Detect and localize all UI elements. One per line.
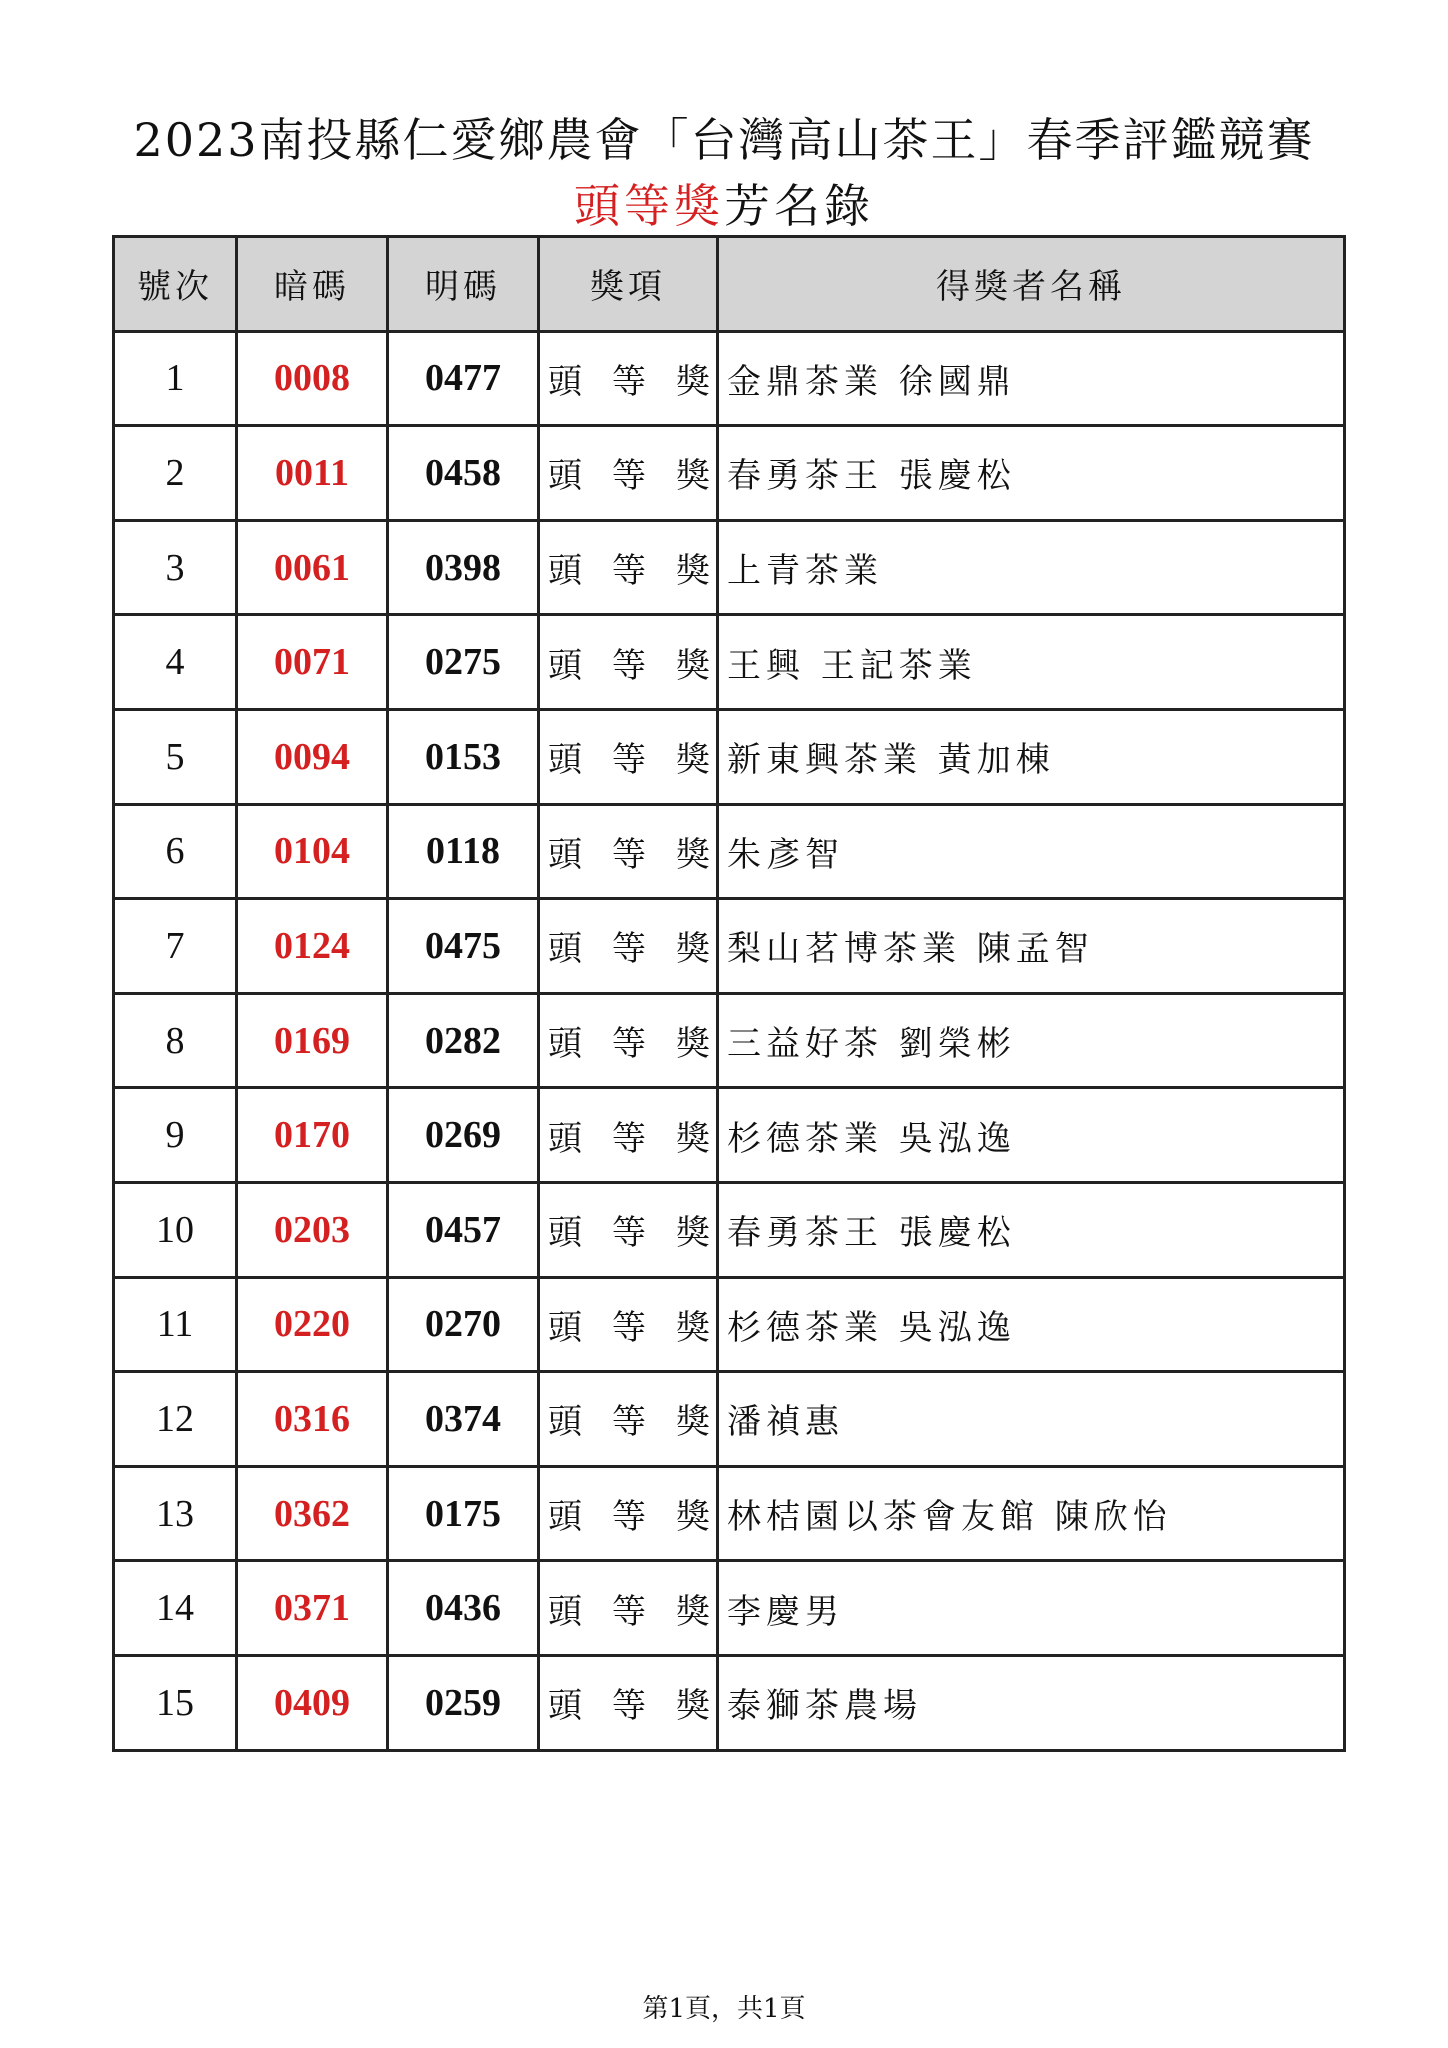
table-row (114, 709, 1345, 804)
cell-open-code: 0458 (388, 426, 539, 521)
cell-secret-code: 0169 (237, 993, 388, 1088)
cell-secret-code: 0124 (237, 899, 388, 994)
cell-open-code: 0153 (388, 709, 539, 804)
cell-secret-code: 0409 (237, 1655, 388, 1750)
cell-number: 11 (114, 1277, 237, 1372)
subtitle-rest: 芳名錄 (724, 179, 874, 233)
cell-winner-name: 新東興茶業 黃加棟 (718, 709, 1345, 804)
cell-winner-name: 泰獅茶農場 (718, 1655, 1345, 1750)
cell-open-code: 0457 (388, 1182, 539, 1277)
cell-winner-name: 春勇茶王 張慶松 (718, 426, 1345, 521)
cell-secret-code: 0071 (237, 615, 388, 710)
cell-winner-name: 上青茶業 (718, 520, 1345, 615)
cell-secret-code: 0371 (237, 1561, 388, 1656)
page-footer: 第1頁，共1頁 (642, 1994, 806, 2024)
cell-number: 10 (114, 1182, 237, 1277)
cell-winner-name: 朱彥智 (718, 804, 1345, 899)
cell-winner-name: 李慶男 (718, 1561, 1345, 1656)
cell-number: 4 (114, 615, 237, 710)
cell-open-code: 0269 (388, 1088, 539, 1183)
cell-open-code: 0475 (388, 899, 539, 994)
cell-secret-code: 0094 (237, 709, 388, 804)
cell-secret-code: 0104 (237, 804, 388, 899)
cell-winner-name: 春勇茶王 張慶松 (718, 1182, 1345, 1277)
cell-winner-name: 三益好茶 劉榮彬 (718, 993, 1345, 1088)
cell-number: 2 (114, 426, 237, 521)
cell-secret-code: 0170 (237, 1088, 388, 1183)
cell-secret-code: 0011 (237, 426, 388, 521)
cell-award: 頭等獎 (539, 1655, 718, 1750)
cell-winner-name: 王興 王記茶業 (718, 615, 1345, 710)
cell-open-code: 0275 (388, 615, 539, 710)
cell-award: 頭等獎 (539, 1466, 718, 1561)
award-table (112, 235, 1346, 1752)
table-body (114, 331, 1345, 1750)
header-secret-code: 暗碼 (237, 237, 388, 332)
table-row (114, 1277, 1345, 1372)
header-winner-name: 得獎者名稱 (718, 237, 1345, 332)
document-subtitle (0, 176, 1448, 236)
cell-winner-name: 林桔園以茶會友館 陳欣怡 (718, 1466, 1345, 1561)
cell-number: 13 (114, 1466, 237, 1561)
table-row (114, 1372, 1345, 1467)
cell-secret-code: 0061 (237, 520, 388, 615)
cell-secret-code: 0362 (237, 1466, 388, 1561)
table-row (114, 1655, 1345, 1750)
cell-award: 頭等獎 (539, 1182, 718, 1277)
table-row (114, 615, 1345, 710)
cell-secret-code: 0008 (237, 331, 388, 426)
cell-award: 頭等獎 (539, 1088, 718, 1183)
header-number: 號次 (114, 237, 237, 332)
cell-winner-name: 潘禎惠 (718, 1372, 1345, 1467)
cell-number: 9 (114, 1088, 237, 1183)
table-row (114, 1466, 1345, 1561)
cell-winner-name: 梨山茗博茶業 陳孟智 (718, 899, 1345, 994)
cell-open-code: 0374 (388, 1372, 539, 1467)
cell-award: 頭等獎 (539, 331, 718, 426)
cell-open-code: 0398 (388, 520, 539, 615)
table-row (114, 426, 1345, 521)
cell-open-code: 0282 (388, 993, 539, 1088)
cell-award: 頭等獎 (539, 520, 718, 615)
cell-award: 頭等獎 (539, 1561, 718, 1656)
cell-open-code: 0436 (388, 1561, 539, 1656)
cell-number: 8 (114, 993, 237, 1088)
table-row (114, 804, 1345, 899)
table-row (114, 1561, 1345, 1656)
cell-number: 15 (114, 1655, 237, 1750)
cell-winner-name: 杉德茶業 吳泓逸 (718, 1277, 1345, 1372)
table-header-row (114, 237, 1345, 332)
table-row (114, 520, 1345, 615)
cell-secret-code: 0316 (237, 1372, 388, 1467)
cell-number: 6 (114, 804, 237, 899)
cell-award: 頭等獎 (539, 1277, 718, 1372)
cell-number: 7 (114, 899, 237, 994)
cell-secret-code: 0203 (237, 1182, 388, 1277)
cell-number: 5 (114, 709, 237, 804)
header-open-code: 明碼 (388, 237, 539, 332)
table-row (114, 993, 1345, 1088)
cell-open-code: 0477 (388, 331, 539, 426)
cell-award: 頭等獎 (539, 709, 718, 804)
cell-award: 頭等獎 (539, 993, 718, 1088)
table-row (114, 899, 1345, 994)
cell-award: 頭等獎 (539, 615, 718, 710)
table-row (114, 1182, 1345, 1277)
cell-winner-name: 金鼎茶業 徐國鼎 (718, 331, 1345, 426)
cell-open-code: 0259 (388, 1655, 539, 1750)
cell-award: 頭等獎 (539, 426, 718, 521)
cell-open-code: 0175 (388, 1466, 539, 1561)
table-row (114, 1088, 1345, 1183)
cell-award: 頭等獎 (539, 899, 718, 994)
table-row (114, 331, 1345, 426)
cell-award: 頭等獎 (539, 1372, 718, 1467)
cell-award: 頭等獎 (539, 804, 718, 899)
cell-open-code: 0270 (388, 1277, 539, 1372)
cell-open-code: 0118 (388, 804, 539, 899)
cell-winner-name: 杉德茶業 吳泓逸 (718, 1088, 1345, 1183)
cell-number: 12 (114, 1372, 237, 1467)
subtitle-award-name: 頭等獎 (574, 179, 724, 233)
cell-number: 3 (114, 520, 237, 615)
header-award: 獎項 (539, 237, 718, 332)
cell-number: 14 (114, 1561, 237, 1656)
document-title: 2023南投縣仁愛鄉農會「台灣高山茶王」春季評鑑競賽 (133, 113, 1315, 167)
cell-number: 1 (114, 331, 237, 426)
cell-secret-code: 0220 (237, 1277, 388, 1372)
